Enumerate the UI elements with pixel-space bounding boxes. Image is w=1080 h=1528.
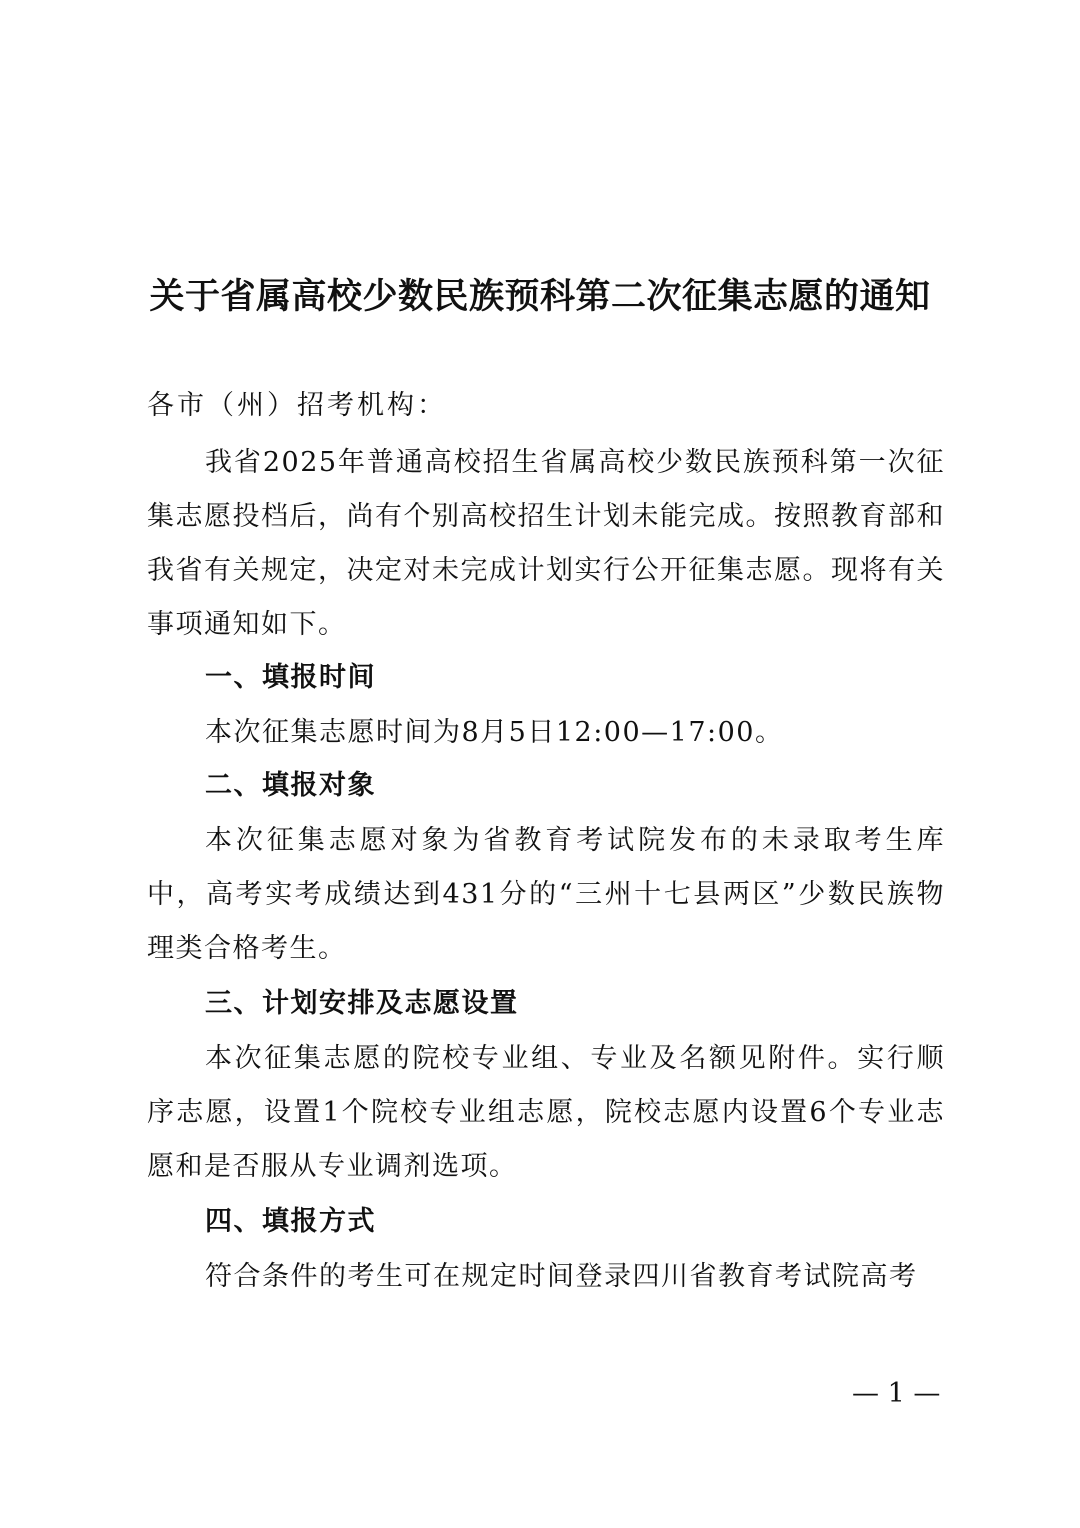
section-heading-eligible-candidates: 二、填报对象 [205,770,376,801]
salutation: 各市（州）招考机构： [147,390,447,421]
document-title: 关于省属高校少数民族预科第二次征集志愿的通知 [149,276,931,317]
section-body-fill-method: 符合条件的考生可在规定时间登录四川省教育考试院高考 [205,1261,918,1292]
section-heading-plan-arrangement: 三、计划安排及志愿设置 [205,988,519,1019]
section-heading-fill-time: 一、填报时间 [205,662,376,693]
page-number: — 1 — [852,1378,941,1409]
section-body-eligible-candidates: 本次征集志愿对象为省教育考试院发布的未录取考生库中，高考实考成绩达到431分的“三州十七县两区”少数民族物理类合格考生。 [147,825,945,964]
intro-paragraph: 我省2025年普通高校招生省属高校少数民族预科第一次征集志愿投档后，尚有个别高校招生计划未能完成。按照教育部和我省有关规定，决定对未完成计划实行公开征集志愿。现将有关事项通知如下。 [147,447,945,640]
section-body-fill-time: 本次征集志愿时间为8月5日12:00—17:00。 [205,717,784,748]
section-body-plan-arrangement: 本次征集志愿的院校专业组、专业及名额见附件。实行顺序志愿，设置1个院校专业组志愿，院校志愿内设置6个专业志愿和是否服从专业调剂选项。 [147,1043,945,1182]
section-heading-fill-method: 四、填报方式 [205,1206,376,1237]
